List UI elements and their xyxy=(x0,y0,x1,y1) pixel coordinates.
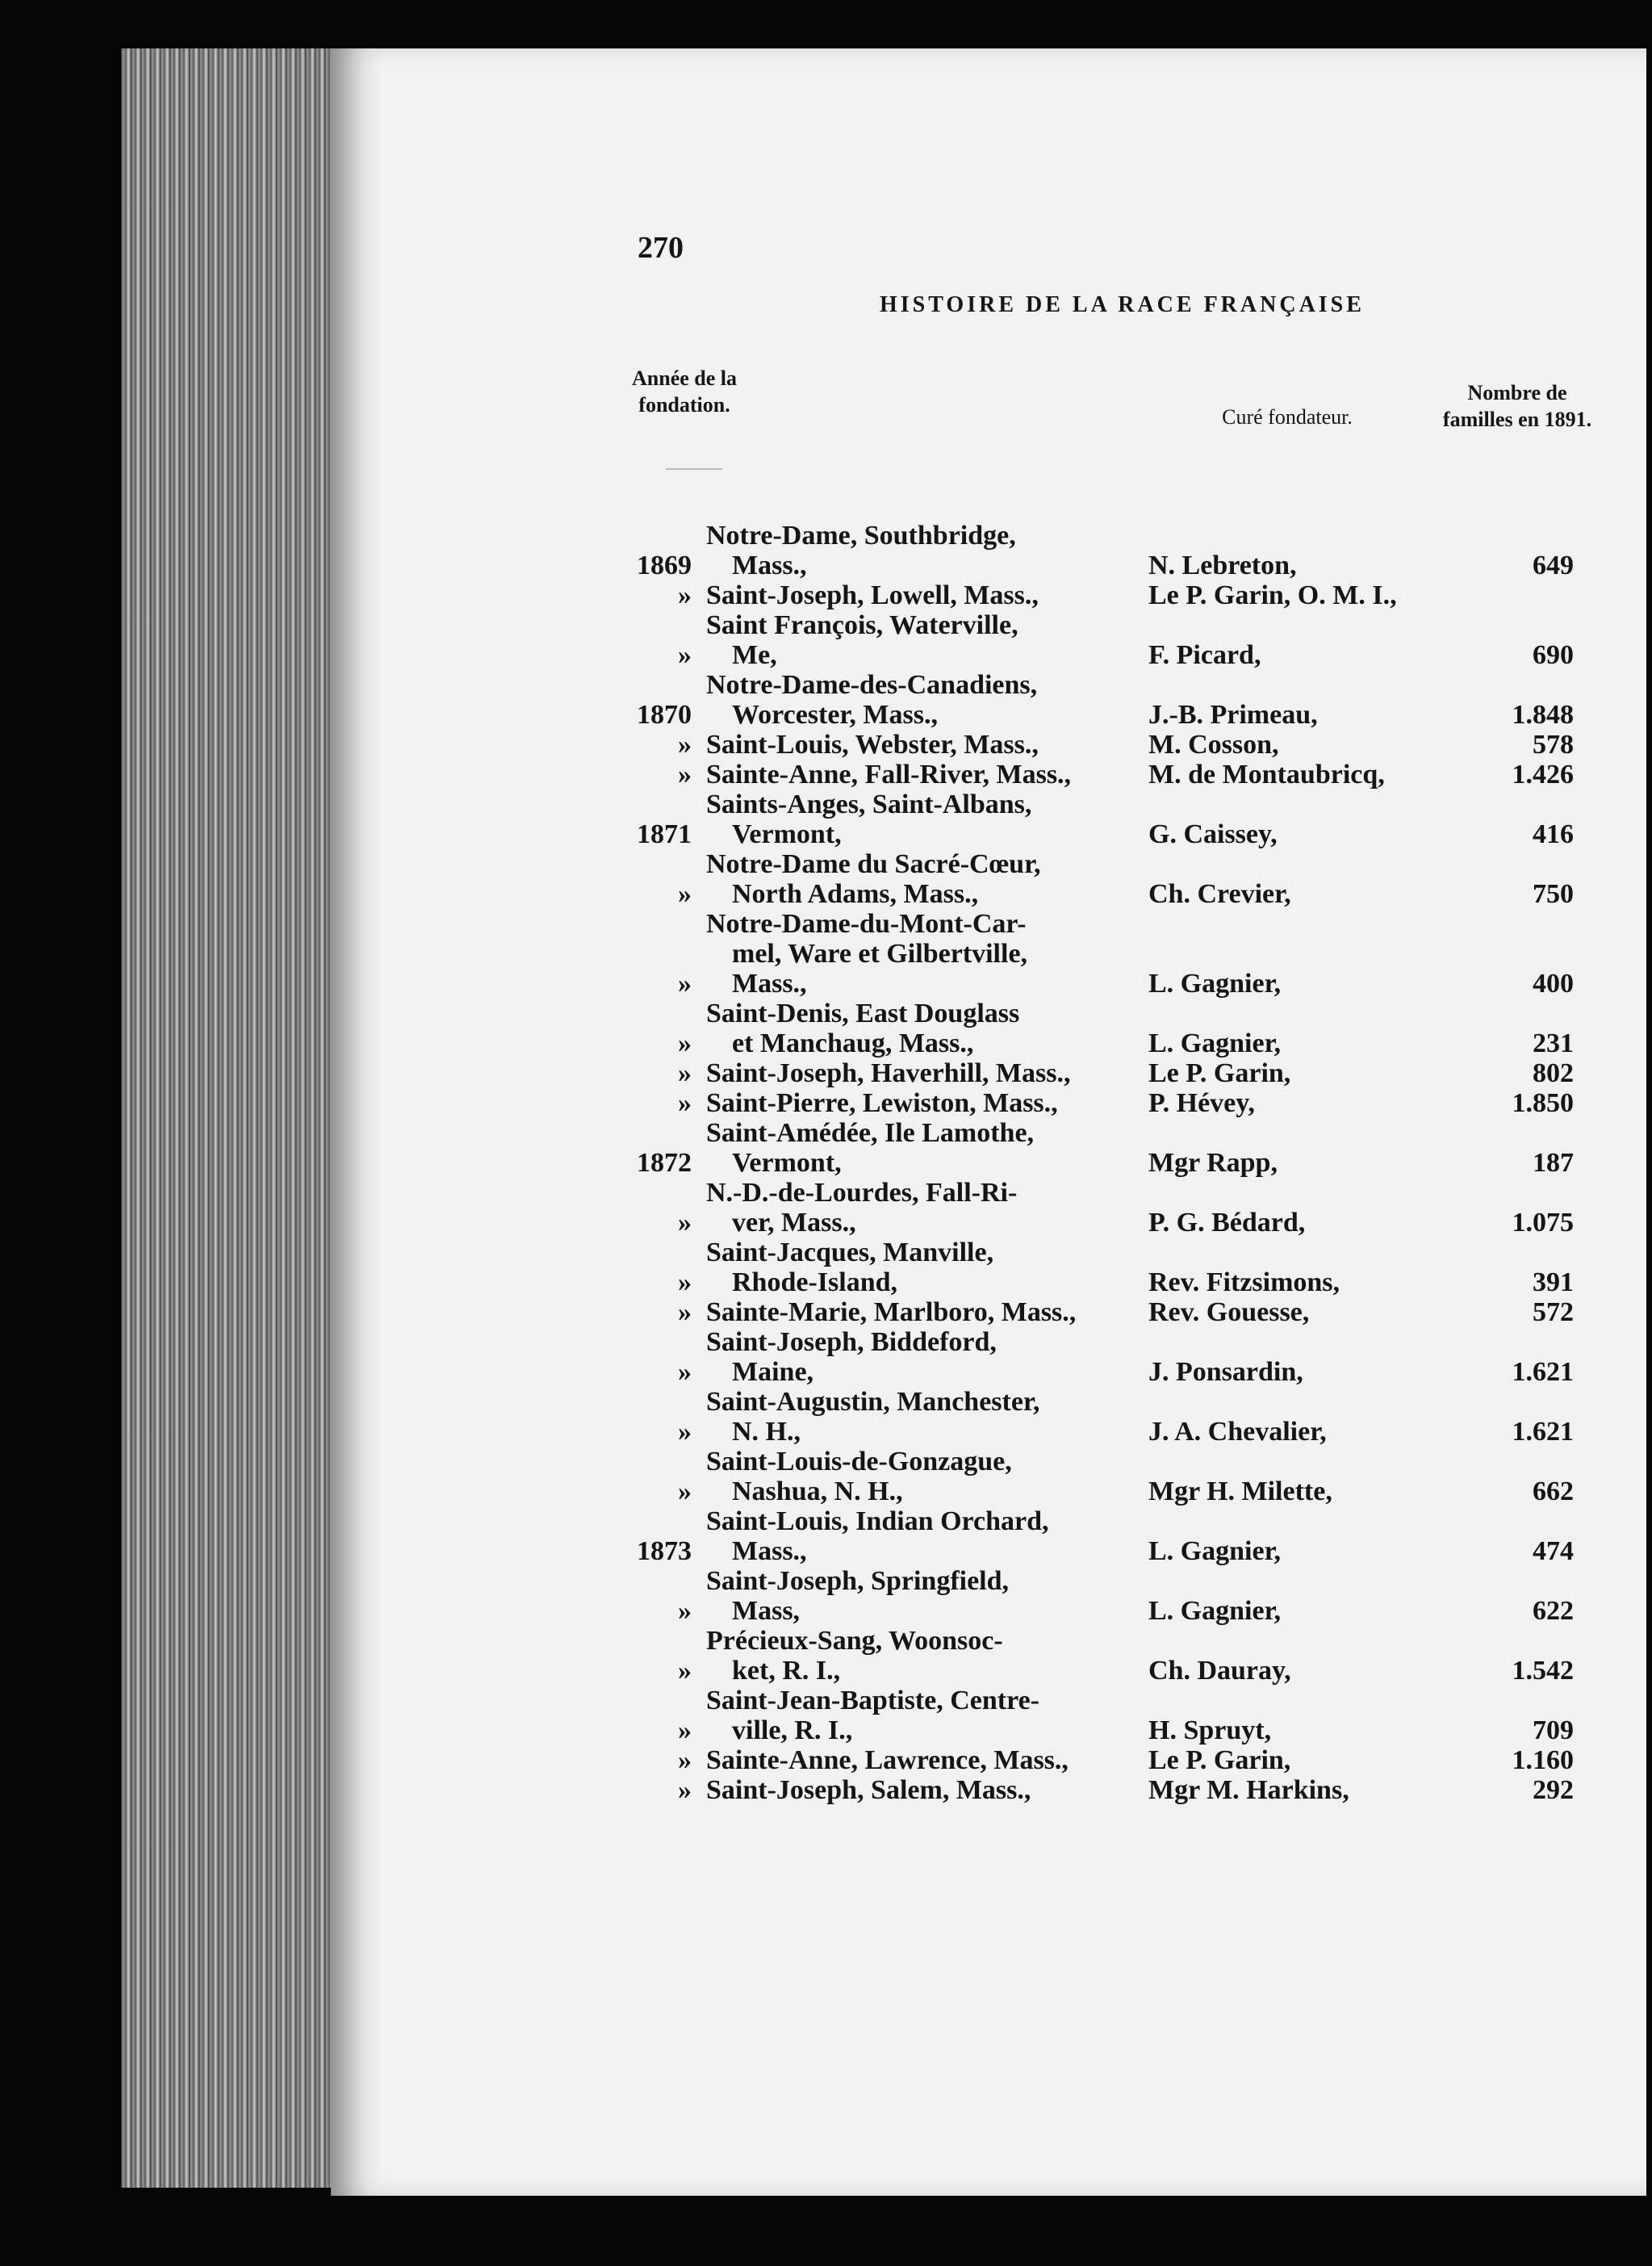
parish-cell xyxy=(706,1387,1126,1447)
parish-line: Vermont, xyxy=(732,1148,842,1178)
cure-cell: M. de Montaubricq, xyxy=(1148,760,1385,790)
cure-cell: Le P. Garin, xyxy=(1148,1745,1291,1775)
table-row xyxy=(331,1297,1646,1327)
families-cell: 1.160 xyxy=(1512,1745,1574,1775)
year-cell: » xyxy=(678,1267,692,1297)
parish-cell xyxy=(706,1297,1126,1327)
cure-cell: Le P. Garin, xyxy=(1148,1058,1291,1088)
parish-line: Me, xyxy=(732,640,777,670)
table-row xyxy=(331,1118,1646,1178)
parish-cell xyxy=(706,1775,1126,1805)
parish-cell xyxy=(706,521,1126,580)
cure-cell: Mgr Rapp, xyxy=(1148,1148,1278,1178)
parish-line: Notre-Dame, Southbridge, xyxy=(706,521,1016,551)
parish-line: Nashua, N. H., xyxy=(732,1476,903,1506)
parish-line: Saint-Joseph, Haverhill, Mass., xyxy=(706,1058,1071,1088)
cure-cell: Le P. Garin, O. M. I., xyxy=(1148,580,1397,610)
parish-line: Maine, xyxy=(732,1357,814,1387)
families-cell: 292 xyxy=(1533,1775,1574,1805)
families-cell: 474 xyxy=(1533,1536,1574,1566)
parish-cell xyxy=(706,1088,1126,1118)
parish-line: Saint-Joseph, Springfield, xyxy=(706,1566,1010,1596)
book-page-edges xyxy=(121,48,355,2188)
year-cell: » xyxy=(678,1357,692,1387)
parish-line: Mass., xyxy=(732,551,807,580)
cure-cell: J. Ponsardin, xyxy=(1148,1357,1303,1387)
cure-cell: L. Gagnier, xyxy=(1148,1028,1282,1058)
parish-line: Notre-Dame du Sacré-Cœur, xyxy=(706,849,1041,879)
families-cell: 709 xyxy=(1533,1715,1574,1745)
families-cell: 649 xyxy=(1533,551,1574,580)
table-row xyxy=(331,1447,1646,1506)
parish-cell xyxy=(706,909,1126,999)
parish-line: Vermont, xyxy=(732,819,842,849)
year-cell: » xyxy=(678,1745,692,1775)
table-row xyxy=(331,790,1646,849)
families-cell: 1.850 xyxy=(1512,1088,1574,1118)
table-row xyxy=(331,1178,1646,1238)
year-cell: » xyxy=(678,1297,692,1327)
parish-cell xyxy=(706,1327,1126,1387)
year-cell: 1869 xyxy=(637,551,692,580)
table-row xyxy=(331,1686,1646,1745)
families-cell: 572 xyxy=(1533,1297,1574,1327)
families-cell: 187 xyxy=(1533,1148,1574,1178)
table-row xyxy=(331,1327,1646,1387)
parish-cell xyxy=(706,1566,1126,1626)
cure-cell: N. Lebreton, xyxy=(1148,551,1297,580)
parish-line: Saint-Joseph, Salem, Mass., xyxy=(706,1775,1031,1805)
parish-line: Sainte-Anne, Fall-River, Mass., xyxy=(706,760,1072,790)
parish-cell xyxy=(706,1686,1126,1745)
families-cell: 1.621 xyxy=(1512,1357,1574,1387)
table-row xyxy=(331,670,1646,730)
families-cell: 400 xyxy=(1533,969,1574,999)
table-row xyxy=(331,999,1646,1058)
parish-cell xyxy=(706,1238,1126,1297)
families-cell: 1.848 xyxy=(1512,700,1574,730)
parish-line: Saint François, Waterville, xyxy=(706,610,1018,640)
cure-cell: J. A. Chevalier, xyxy=(1148,1417,1327,1447)
parish-line: N. H., xyxy=(732,1417,801,1447)
parish-cell xyxy=(706,1447,1126,1506)
parish-cell xyxy=(706,790,1126,849)
cure-cell: Mgr H. Milette, xyxy=(1148,1476,1332,1506)
families-cell: 1.426 xyxy=(1512,760,1574,790)
column-header-year: Année de la fondation. xyxy=(632,366,737,417)
year-cell: » xyxy=(678,879,692,909)
parish-line: Saint-Amédée, Ile Lamothe, xyxy=(706,1118,1035,1148)
parish-line: Saint-Louis-de-Gonzague, xyxy=(706,1447,1012,1476)
parish-cell xyxy=(706,670,1126,730)
table-row xyxy=(331,760,1646,790)
cure-cell: Mgr M. Harkins, xyxy=(1148,1775,1349,1805)
year-cell: » xyxy=(678,1208,692,1238)
year-cell: » xyxy=(678,730,692,760)
parish-line: Saint-Jacques, Manville, xyxy=(706,1238,994,1267)
year-cell: 1872 xyxy=(637,1148,692,1178)
table-row xyxy=(331,1088,1646,1118)
table-row xyxy=(331,1775,1646,1805)
families-cell: 622 xyxy=(1533,1596,1574,1626)
column-header-families: Nombre de familles en 1891. xyxy=(1442,381,1592,431)
parish-line: Mass., xyxy=(732,1536,807,1566)
cure-cell: L. Gagnier, xyxy=(1148,1536,1282,1566)
families-cell: 231 xyxy=(1533,1028,1574,1058)
cure-cell: F. Picard, xyxy=(1148,640,1261,670)
parish-line: Rhode-Island, xyxy=(732,1267,898,1297)
column-header-cure: Curé fondateur. xyxy=(1222,405,1353,429)
table-row xyxy=(331,580,1646,610)
cure-cell: J.-B. Primeau, xyxy=(1148,700,1318,730)
parish-line: Saint-Pierre, Lewiston, Mass., xyxy=(706,1088,1058,1118)
table-row xyxy=(331,1387,1646,1447)
year-cell: » xyxy=(678,760,692,790)
families-cell: 690 xyxy=(1533,640,1574,670)
parish-line: Saints-Anges, Saint-Albans, xyxy=(706,790,1032,819)
cure-cell: M. Cosson, xyxy=(1148,730,1279,760)
families-cell: 662 xyxy=(1533,1476,1574,1506)
parish-line: Sainte-Marie, Marlboro, Mass., xyxy=(706,1297,1077,1327)
parish-cell xyxy=(706,999,1126,1058)
table-row xyxy=(331,1058,1646,1088)
parish-line: Saint-Joseph, Biddeford, xyxy=(706,1327,997,1357)
parish-line: mel, Ware et Gilbertville, xyxy=(732,939,1028,969)
cure-cell: Rev. Fitzsimons, xyxy=(1148,1267,1340,1297)
year-cell: » xyxy=(678,1088,692,1118)
parish-line: N.-D.-de-Lourdes, Fall-Ri- xyxy=(706,1178,1018,1208)
cure-cell: Ch. Dauray, xyxy=(1148,1656,1291,1686)
families-cell: 802 xyxy=(1533,1058,1574,1088)
parish-cell xyxy=(706,1118,1126,1178)
parish-line: Worcester, Mass., xyxy=(732,700,938,730)
parish-line: Précieux-Sang, Woonsoc- xyxy=(706,1626,1003,1656)
year-cell: » xyxy=(678,1596,692,1626)
year-cell: » xyxy=(678,640,692,670)
parish-cell xyxy=(706,1058,1126,1088)
parish-line: Saint-Louis, Indian Orchard, xyxy=(706,1506,1049,1536)
year-cell: » xyxy=(678,1656,692,1686)
table-row xyxy=(331,521,1646,580)
cure-cell: L. Gagnier, xyxy=(1148,969,1282,999)
header-rule xyxy=(666,468,722,470)
parish-line: Notre-Dame-des-Canadiens, xyxy=(706,670,1038,700)
parish-line: Notre-Dame-du-Mont-Car- xyxy=(706,909,1027,939)
table-row xyxy=(331,1745,1646,1775)
families-cell: 1.075 xyxy=(1512,1208,1574,1238)
year-cell: 1871 xyxy=(637,819,692,849)
parish-cell xyxy=(706,1178,1126,1238)
table-row xyxy=(331,1626,1646,1686)
parish-cell xyxy=(706,610,1126,670)
parish-line: Saint-Joseph, Lowell, Mass., xyxy=(706,580,1039,610)
cure-cell: L. Gagnier, xyxy=(1148,1596,1282,1626)
year-cell: 1870 xyxy=(637,700,692,730)
year-cell: 1873 xyxy=(637,1536,692,1566)
parish-line: Saint-Louis, Webster, Mass., xyxy=(706,730,1039,760)
parish-line: Sainte-Anne, Lawrence, Mass., xyxy=(706,1745,1069,1775)
parish-line: ket, R. I., xyxy=(732,1656,841,1686)
parish-cell xyxy=(706,849,1126,909)
parish-cell xyxy=(706,1506,1126,1566)
parish-line: Saint-Augustin, Manchester, xyxy=(706,1387,1040,1417)
year-cell: » xyxy=(678,1775,692,1805)
cure-cell: P. Hévey, xyxy=(1148,1088,1255,1118)
parish-line: North Adams, Mass., xyxy=(732,879,979,909)
parish-line: Saint-Jean-Baptiste, Centre- xyxy=(706,1686,1039,1715)
families-cell: 391 xyxy=(1533,1267,1574,1297)
year-cell: » xyxy=(678,1715,692,1745)
parish-cell xyxy=(706,730,1126,760)
cure-cell: P. G. Bédard, xyxy=(1148,1208,1306,1238)
table-row xyxy=(331,730,1646,760)
parish-line: Mass., xyxy=(732,969,807,999)
year-cell: » xyxy=(678,969,692,999)
year-cell: » xyxy=(678,1028,692,1058)
families-cell: 1.542 xyxy=(1512,1656,1574,1686)
table-row xyxy=(331,1566,1646,1626)
families-cell: 578 xyxy=(1533,730,1574,760)
table-row xyxy=(331,1238,1646,1297)
parish-cell xyxy=(706,1745,1126,1775)
parish-line: Mass, xyxy=(732,1596,801,1626)
table-row xyxy=(331,849,1646,909)
families-cell: 416 xyxy=(1533,819,1574,849)
families-cell: 750 xyxy=(1533,879,1574,909)
page-number: 270 xyxy=(638,231,684,265)
parish-cell xyxy=(706,1626,1126,1686)
table-row xyxy=(331,610,1646,670)
table-row xyxy=(331,1506,1646,1566)
parish-line: Saint-Denis, East Douglass xyxy=(706,999,1020,1028)
book-page xyxy=(331,48,1646,2196)
running-head: HISTOIRE DE LA RACE FRANÇAISE xyxy=(880,292,1365,317)
parish-cell xyxy=(706,580,1126,610)
year-cell: » xyxy=(678,1058,692,1088)
year-cell: » xyxy=(678,1476,692,1506)
cure-cell: G. Caissey, xyxy=(1148,819,1278,849)
year-cell: » xyxy=(678,1417,692,1447)
parish-cell xyxy=(706,760,1126,790)
parish-line: ville, R. I., xyxy=(732,1715,853,1745)
table-row xyxy=(331,909,1646,999)
families-cell: 1.621 xyxy=(1512,1417,1574,1447)
year-cell: » xyxy=(678,580,692,610)
parish-table xyxy=(331,521,1646,1805)
cure-cell: H. Spruyt, xyxy=(1148,1715,1272,1745)
parish-line: et Manchaug, Mass., xyxy=(732,1028,974,1058)
parish-line: ver, Mass., xyxy=(732,1208,856,1238)
cure-cell: Rev. Gouesse, xyxy=(1148,1297,1310,1327)
cure-cell: Ch. Crevier, xyxy=(1148,879,1291,909)
